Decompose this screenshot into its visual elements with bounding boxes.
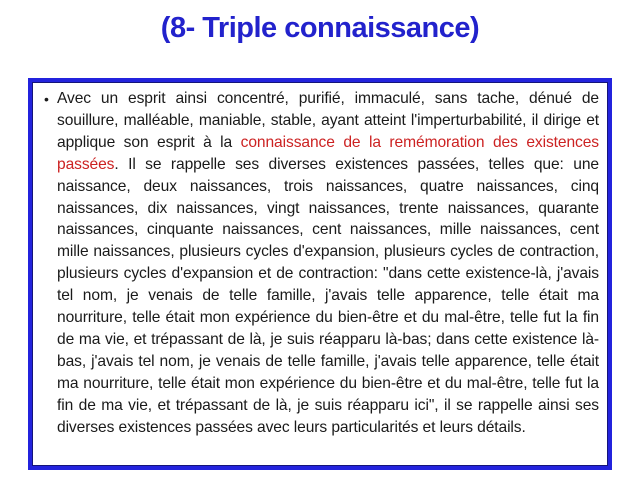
body-text-after: . Il se rappelle ses diverses existences passées, telles que: une naissance, deux naissances, trois naissances, quatre naissances, cinq naissances, dix naissances, vingt naissances, trente naissances, quarante naissances, cinquante naissances, cent naissances, mille naissances, cent mille naissances, plusieurs cycles d'expansion, plusieurs cycles de contraction, plusieurs cycles d'expansion et de contraction: "dans cette existence-là, j'avais tel nom, je venais de telle famille, j'avais telle apparence, telle était ma nourriture, telle était mon expérience du bien-être et du mal-être, telle fut la fin de ma vie, et trépassant de là, je suis réapparu là-bas; dans cette existence là-bas, j'avais tel nom, je venais de telle famille, j'avais telle apparence, telle était ma nourriture, telle était mon expérience du bien-être et du mal-être, telle fut la fin de ma vie, et trépassant de là, je suis réapparu ici", il se rappelle ainsi ses diverses existences passées avec leurs particularités et leurs détails.	[57, 155, 599, 436]
slide-title: (8- Triple connaissance)	[160, 12, 480, 44]
body-text-before: Avec un esprit ainsi concentré, purifié, immaculé, sans tache, dénué de souillure, malléable, maniable, stable, ayant atteint l'imperturbabilité, il dirige et applique son esprit à la	[57, 90, 599, 151]
content-box	[28, 78, 612, 470]
body-text-highlight: connaissance de la remémoration des existences passées	[57, 133, 599, 173]
bullet-item	[42, 88, 599, 439]
body-paragraph	[57, 88, 599, 439]
slide	[0, 13, 640, 480]
bullet-marker: •	[44, 91, 49, 107]
